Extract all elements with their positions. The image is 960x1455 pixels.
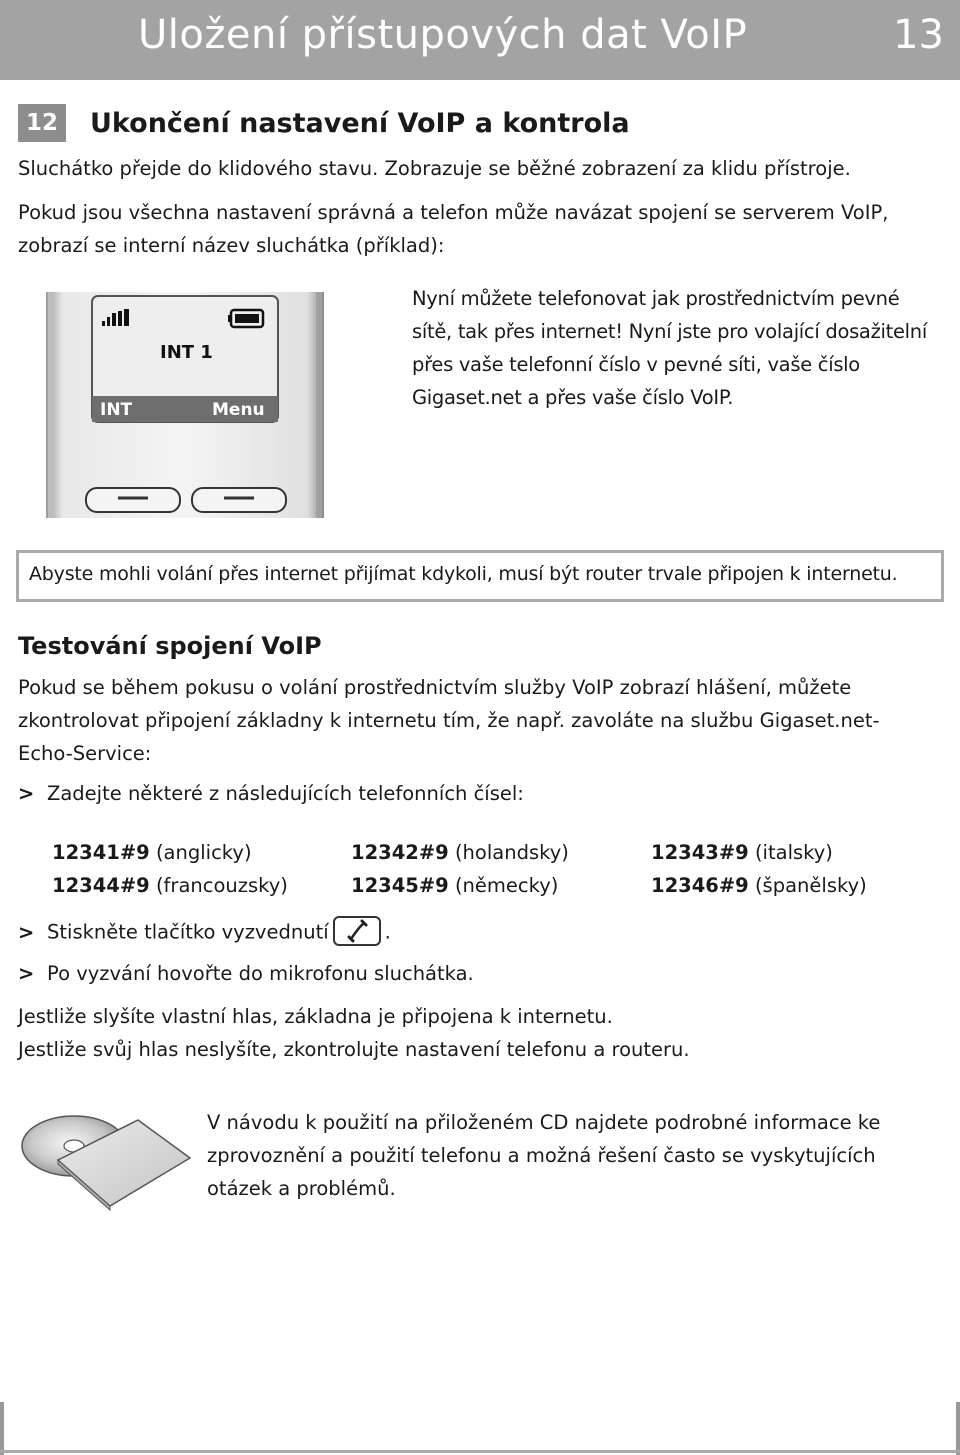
bullet-text: Stiskněte tlačítko vyzvednutí [47, 920, 329, 944]
bullet-text: Zadejte některé z následujících telefonních čísel: [47, 782, 524, 805]
display-softkey-right: Menu [212, 400, 265, 420]
bullet-marker: > [18, 920, 35, 944]
page-bottom-rule [0, 1450, 960, 1453]
step-line-1: Sluchátko přejde do klidového stavu. Zobrazuje se běžné zobrazení za klidu přístroje. [18, 157, 851, 180]
display-softkey-left: INT [100, 400, 133, 420]
echo-number-item [351, 869, 558, 902]
echo-number: 12346#9 [651, 874, 749, 897]
echo-number-item [52, 836, 252, 869]
bullet-speak [18, 962, 474, 985]
echo-number-item [52, 869, 288, 902]
step-badge: 12 [18, 104, 66, 142]
page-number: 13 [893, 12, 944, 58]
cd-note: V návodu k použití na přiloženém CD najdete podrobné informace ke zprovoznění a použití telefonu a možná řešení často se vyskytujících otázek a problémů. [207, 1111, 881, 1200]
echo-number: 12343#9 [651, 841, 749, 864]
bullet-marker: > [18, 962, 35, 985]
echo-number-row [52, 836, 932, 869]
echo-number-table [52, 836, 932, 902]
echo-number: 12342#9 [351, 841, 449, 864]
echo-number: 12344#9 [52, 874, 150, 897]
echo-language: (holandsky) [454, 841, 569, 864]
bullet-text-end: . [384, 920, 391, 944]
page-title: Uložení přístupových dat VoIP [138, 12, 748, 58]
bullet-enter-number [18, 782, 524, 805]
note-box [16, 550, 944, 602]
bullet-press-talk [18, 918, 391, 948]
cd-icon [18, 1106, 192, 1222]
echo-number-item [351, 836, 569, 869]
echo-number: 12341#9 [52, 841, 150, 864]
phone-illustration [46, 292, 324, 518]
echo-number-item [651, 836, 833, 869]
step-title: Ukončení nastavení VoIP a kontrola [90, 108, 630, 139]
echo-number-row [52, 869, 932, 902]
note-text: Abyste mohli volání přes internet přijímat kdykoli, musí být router trvale připojen k internetu. [29, 563, 898, 585]
section-title: Testování spojení VoIP [18, 632, 322, 660]
echo-language: (francouzsky) [155, 874, 288, 897]
test-intro: Pokud se během pokusu o volání prostřednictvím služby VoIP zobrazí hlášení, můžete zkontrolovat připojení základny k internetu tím, že např. zavoláte na službu Gigaset.net-Echo-Service: [18, 676, 880, 765]
bullet-text: Po vyzvání hovořte do mikrofonu sluchátka. [47, 962, 474, 985]
echo-language: (italsky) [754, 841, 833, 864]
page-edge-left [0, 1402, 4, 1455]
handset-icon [333, 916, 381, 946]
echo-number-item [651, 869, 867, 902]
result-line-2: Jestliže svůj hlas neslyšíte, zkontrolujte nastavení telefonu a routeru. [18, 1038, 690, 1061]
echo-number: 12345#9 [351, 874, 449, 897]
echo-language: (španělsky) [754, 874, 867, 897]
step-line-2: Pokud jsou všechna nastavení správná a telefon může navázat spojení se serverem VoIP, zobrazí se interní název sluchátka (příklad): [18, 201, 889, 257]
echo-language: (německy) [454, 874, 559, 897]
display-handset-name: INT 1 [160, 342, 213, 363]
echo-language: (anglicky) [155, 841, 252, 864]
bullet-marker: > [18, 782, 35, 805]
page-edge-right [956, 1402, 960, 1455]
phone-description: Nyní můžete telefonovat jak prostřednictvím pevné sítě, tak přes internet! Nyní jste pro volající dosažitelní přes vaše telefonní číslo v pevné síti, vaše číslo Gigaset.net a přes vaše číslo VoIP. [412, 287, 927, 409]
result-line-1: Jestliže slyšíte vlastní hlas, základna je připojena k internetu. [18, 1005, 613, 1028]
header-bar [0, 0, 960, 80]
